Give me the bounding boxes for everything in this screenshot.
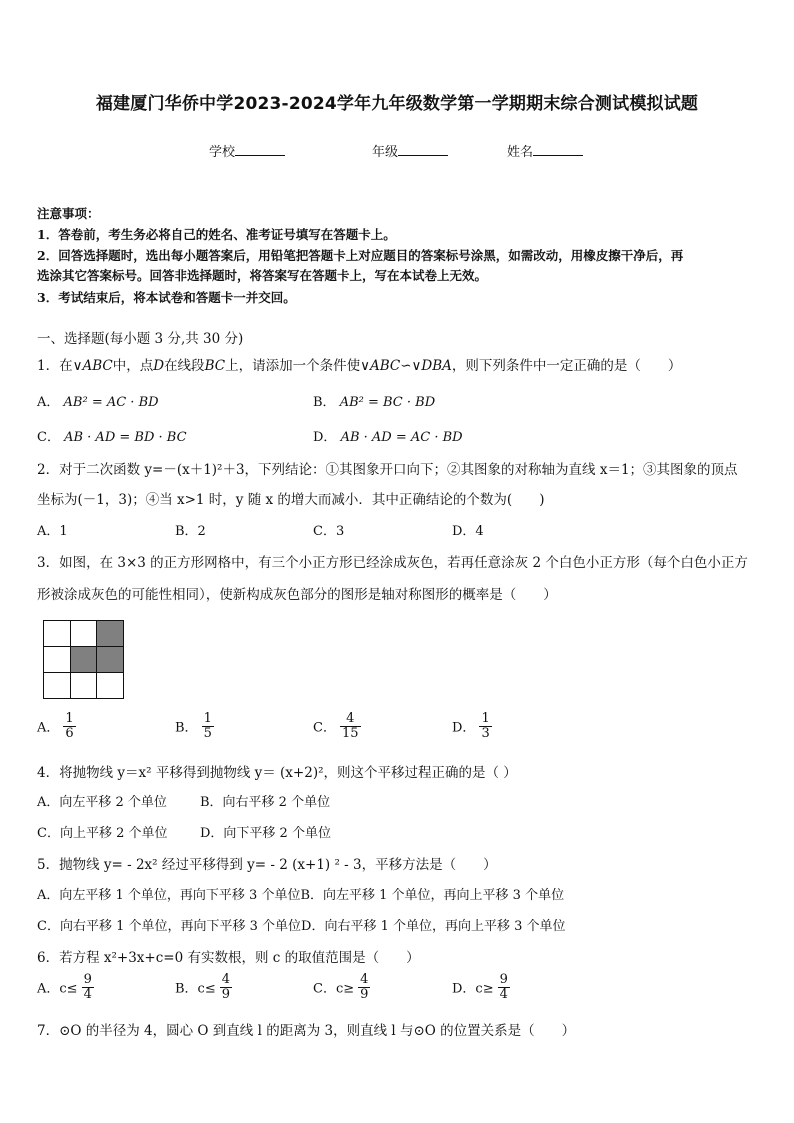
question-1-stem: 1．在∨ABC中，点D在线段BC上，请添加一个条件使∨ABC∽∨DBA，则下列条件中一定正确的是（ ） (37, 358, 682, 374)
question-4-stem: 4．将抛物线 y＝x² 平移得到抛物线 y＝ (x+2)²，则这个平移过程正确的是（ ） (37, 765, 517, 781)
page-title: 福建厦门华侨中学2023-2024学年九年级数学第一学期期末综合测试模拟试题 (95, 94, 699, 114)
question-4-option-a[interactable]: A．向左平移 2 个单位 (37, 795, 167, 810)
grid-cell-gray (96, 646, 124, 673)
grid-cell-white (43, 620, 71, 647)
question-3-option-a[interactable]: A． $\frac{1}{6}$ (37, 711, 74, 741)
section-heading: 一、选择题(每小题 3 分,共 30 分) (37, 331, 244, 347)
question-3-option-b[interactable]: B． $\frac{1}{5}$ (175, 711, 212, 741)
question-6-option-a[interactable]: A．c≤ $\frac{9}{4}$ (37, 972, 92, 1002)
notice-item: 2．回答选择题时，选出每小题答案后，用铅笔把答题卡上对应题目的答案标号涂黑，如需改动，用橡皮擦干净后，再 (37, 248, 684, 263)
question-4-option-c[interactable]: C．向上平移 2 个单位 (37, 826, 168, 841)
question-5-options-cd[interactable]: C．向右平移 1 个单位，再向下平移 3 个单位D．向右平移 1 个单位，再向上平移 3 个单位 (37, 919, 566, 934)
notice-item: 1．答卷前，考生务必将自己的姓名、准考证号填写在答题卡上。 (37, 227, 396, 242)
question-3-option-d[interactable]: D． $\frac{1}{3}$ (452, 711, 490, 741)
question-3-option-c[interactable]: C． $\frac{4}{15}$ (313, 711, 359, 741)
question-1-option-b[interactable]: B． AB² = BC · BD (313, 395, 436, 410)
question-2-stem: 2．对于二次函数 y=－(x＋1)²＋3，下列结论：①其图象开口向下；②其图象的对称轴为直线 x＝1；③其图象的顶点 (37, 462, 738, 478)
grid-cell-gray (70, 646, 98, 673)
question-4-option-b[interactable]: B．向右平移 2 个单位 (200, 795, 331, 810)
notice-heading: 注意事项： (37, 206, 100, 221)
question-3-stem-cont: 形被涂成灰色的可能性相同），使新构成灰色部分的图形是轴对称图形的概率是（ ） (37, 587, 557, 603)
question-7-stem: 7．⊙O 的半径为 4，圆心 O 到直线 l 的距离为 3，则直线 l 与⊙O 的位置关系是（ ） (37, 1023, 576, 1039)
square-grid-figure (43, 620, 123, 698)
school-field[interactable] (209, 141, 285, 160)
question-2-option-c[interactable]: C．3 (313, 524, 345, 539)
grid-cell-white (43, 672, 71, 699)
name-field[interactable] (507, 141, 583, 160)
grid-cell-white (96, 672, 124, 699)
question-2-stem-cont: 坐标为(－1，3)；④当 x>1 时，y 随 x 的增大而减小．其中正确结论的个数为( ) (37, 492, 545, 508)
question-6-option-d[interactable]: D．c≥ $\frac{9}{4}$ (452, 972, 508, 1002)
grade-field[interactable] (372, 141, 448, 160)
question-2-option-a[interactable]: A．1 (37, 524, 68, 539)
question-2-option-d[interactable]: D．4 (452, 524, 484, 539)
question-1-option-d[interactable]: D． AB · AD = AC · BD (313, 430, 463, 445)
question-6-option-b[interactable]: B．c≤ $\frac{4}{9}$ (175, 972, 231, 1002)
school-label: 学校 (209, 145, 236, 160)
question-1-option-c[interactable]: C． AB · AD = BD · BC (37, 430, 187, 445)
grid-cell-white (43, 646, 71, 673)
question-6-stem: 6．若方程 x²+3x+c=0 有实数根，则 c 的取值范围是（ ） (37, 950, 420, 966)
question-4-option-d[interactable]: D．向下平移 2 个单位 (200, 826, 331, 841)
notice-item: 3．考试结束后，将本试卷和答题卡一并交回。 (37, 290, 296, 305)
name-label: 姓名 (507, 145, 534, 160)
grid-cell-gray (96, 620, 124, 647)
question-5-options-ab[interactable]: A．向左平移 1 个单位，再向下平移 3 个单位B．向左平移 1 个单位，再向上平移 3 个单位 (37, 888, 565, 903)
grid-cell-white (70, 620, 98, 647)
grid-cell-white (70, 672, 98, 699)
question-3-stem: 3．如图，在 3×3 的正方形网格中，有三个小正方形已经涂成灰色，若再任意涂灰 2 个白色小正方形（每个白色小正方 (37, 555, 748, 571)
question-2-option-b[interactable]: B．2 (175, 524, 206, 539)
question-1-option-a[interactable]: A． AB² = AC · BD (37, 395, 159, 410)
grade-label: 年级 (372, 145, 399, 160)
question-5-stem: 5．抛物线 y= - 2x² 经过平移得到 y= - 2 (x+1) ² - 3，平移方法是（ ） (37, 857, 497, 873)
notice-item: 选涂其它答案标号。回答非选择题时，将答案写在答题卡上，写在本试卷上无效。 (37, 268, 488, 283)
question-6-option-c[interactable]: C．c≥ $\frac{4}{9}$ (313, 972, 369, 1002)
